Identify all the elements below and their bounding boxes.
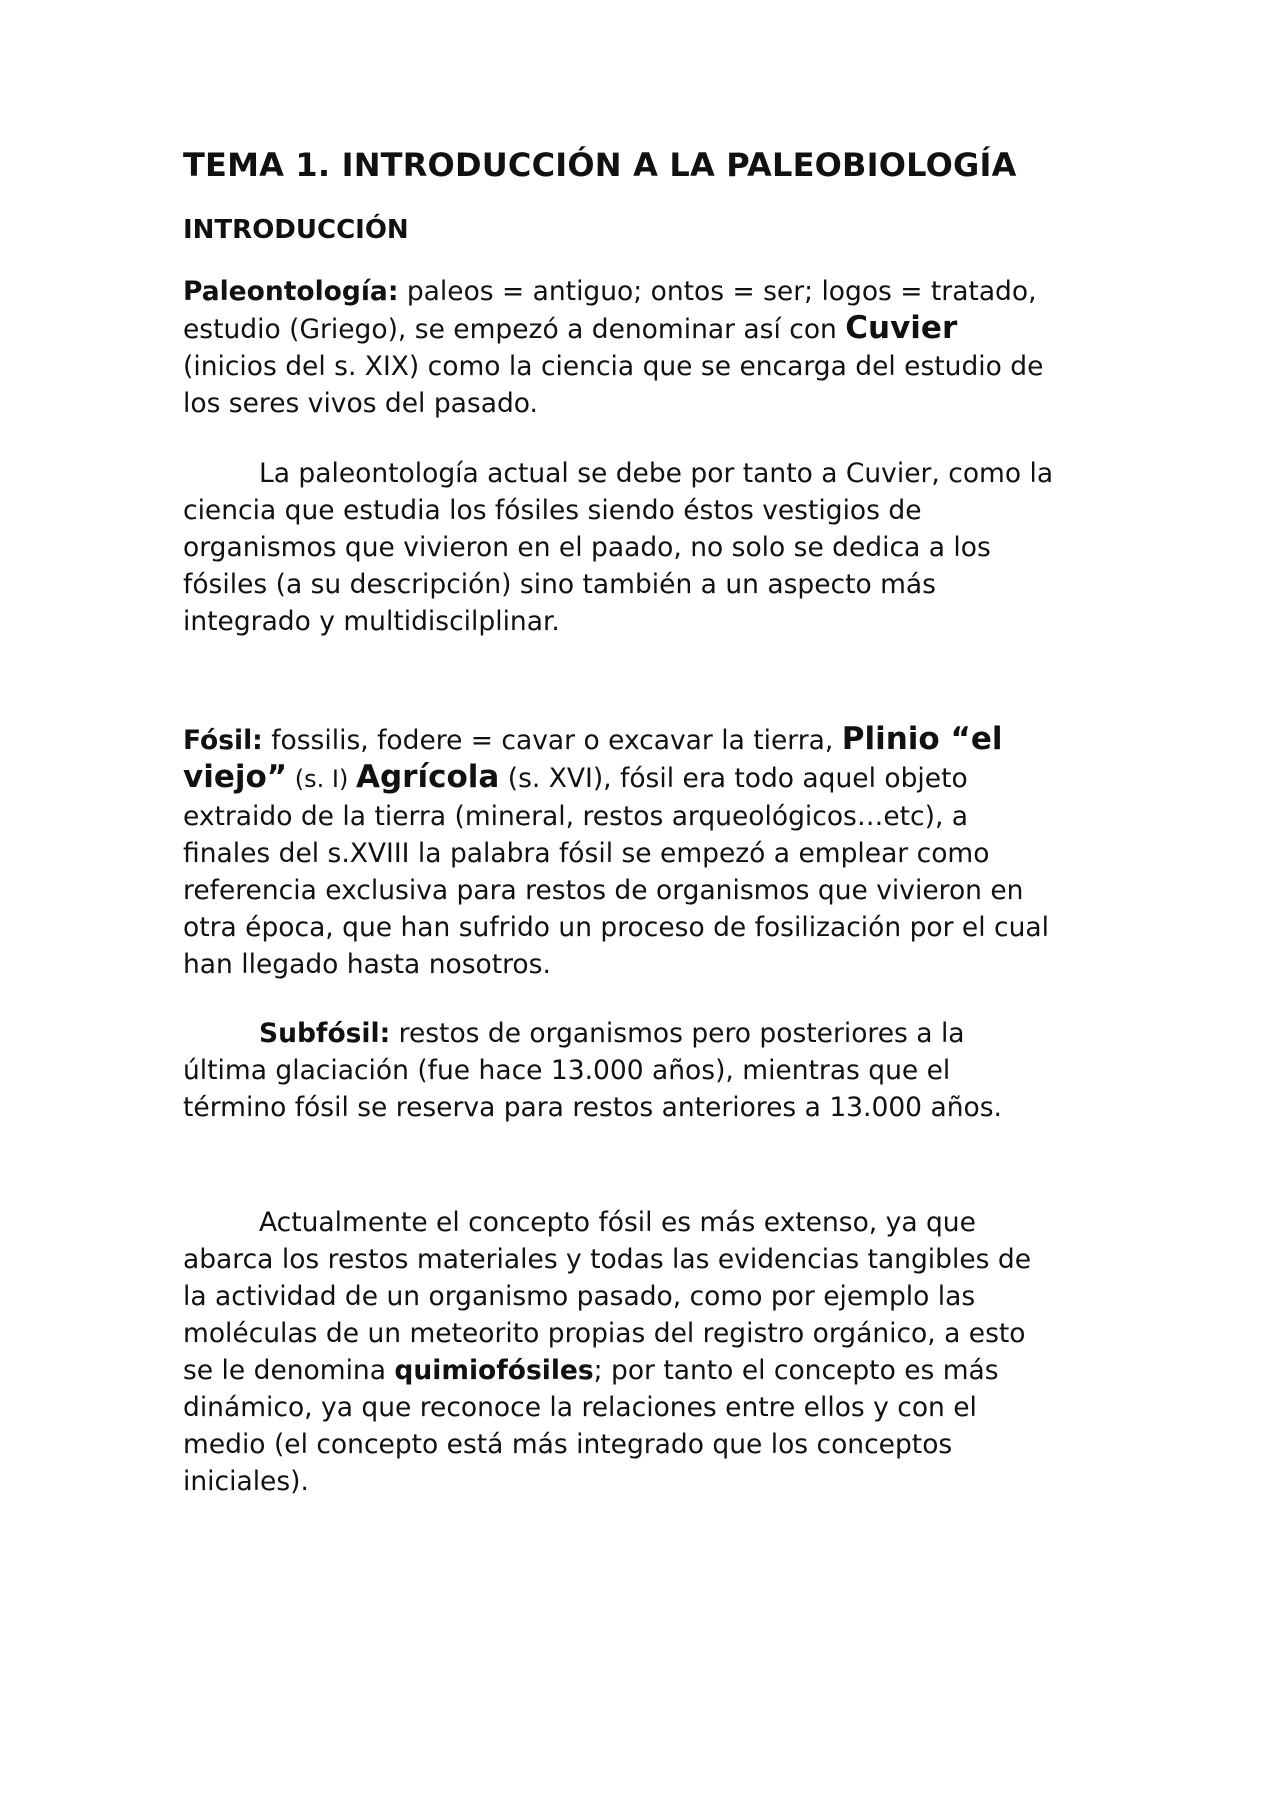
text-line: estudio (Griego), se empezó a denominar así con Cuvier xyxy=(183,310,958,346)
document-title: TEMA 1. INTRODUCCIÓN A LA PALEOBIOLOGÍA xyxy=(183,146,1017,184)
term-paleontologia: Paleontología: xyxy=(183,276,399,307)
term-fosil: Fósil: xyxy=(183,725,263,756)
text-line: moléculas de un meteorito propias del registro orgánico, a esto xyxy=(183,1318,1026,1349)
text-line: viejo” (s. I) Agrícola (s. XVI), fósil era todo aquel objeto xyxy=(183,759,968,795)
name-cuvier: Cuvier xyxy=(845,310,958,346)
text-line: La paleontología actual se debe por tanto a Cuvier, como la xyxy=(259,458,1054,489)
text-line: abarca los restos materiales y todas las evidencias tangibles de xyxy=(183,1244,1031,1275)
name-plinio: Plinio “el xyxy=(841,721,1003,757)
text-line: fósiles (a su descripción) sino también a un aspecto más xyxy=(183,569,936,600)
text-line: extraido de la tierra (mineral, restos arqueológicos…etc), a xyxy=(183,801,969,832)
text-line: dinámico, ya que reconoce la relaciones entre ellos y con el xyxy=(183,1392,977,1423)
paragraph-paleontologia-actual xyxy=(183,455,1103,640)
text-line: Paleontología: paleos = antiguo; ontos = ser; logos = tratado, xyxy=(183,276,1037,307)
text-line: iniciales). xyxy=(183,1466,309,1497)
text-line: se le denomina quimiofósiles; por tanto el concepto es más xyxy=(183,1355,999,1386)
text-line: otra época, que han sufrido un proceso de fosilización por el cual xyxy=(183,912,1049,943)
text-line: integrado y multidiscilplinar. xyxy=(183,606,560,637)
term-subfosil: Subfósil: xyxy=(259,1018,391,1049)
text-line: han llegado hasta nosotros. xyxy=(183,949,551,980)
name-agricola: Agrícola xyxy=(355,759,500,795)
paragraph-concepto-actual xyxy=(183,1204,1103,1500)
text-line: los seres vivos del pasado. xyxy=(183,388,538,419)
text-line: Subfósil: restos de organismos pero posteriores a la xyxy=(259,1018,965,1049)
text-line: término fósil se reserva para restos anteriores a 13.000 años. xyxy=(183,1092,1002,1123)
text-line: Actualmente el concepto fósil es más extenso, ya que xyxy=(259,1207,976,1238)
paragraph-subfosil xyxy=(183,1015,1103,1126)
text-line: organismos que vivieron en el paado, no solo se dedica a los xyxy=(183,532,991,563)
text-line: la actividad de un organismo pasado, como por ejemplo las xyxy=(183,1281,976,1312)
text-line: finales del s.XVIII la palabra fósil se empezó a emplear como xyxy=(183,838,990,869)
paragraph-paleontologia xyxy=(183,273,1103,422)
text-line: referencia exclusiva para restos de organismos que vivieron en xyxy=(183,875,1024,906)
paragraph-fosil xyxy=(183,721,1103,983)
text-line: última glaciación (fue hace 13.000 años), mientras que el xyxy=(183,1055,951,1086)
section-heading: INTRODUCCIÓN xyxy=(183,215,409,245)
text-line: (inicios del s. XIX) como la ciencia que se encarga del estudio de xyxy=(183,351,1044,382)
text-line: Fósil: fossilis, fodere = cavar o excavar la tierra, Plinio “el xyxy=(183,721,1003,757)
text-line: ciencia que estudia los fósiles siendo éstos vestigios de xyxy=(183,495,922,526)
text-line: medio (el concepto está más integrado que los conceptos xyxy=(183,1429,953,1460)
term-quimiofosiles: quimiofósiles xyxy=(394,1355,594,1386)
